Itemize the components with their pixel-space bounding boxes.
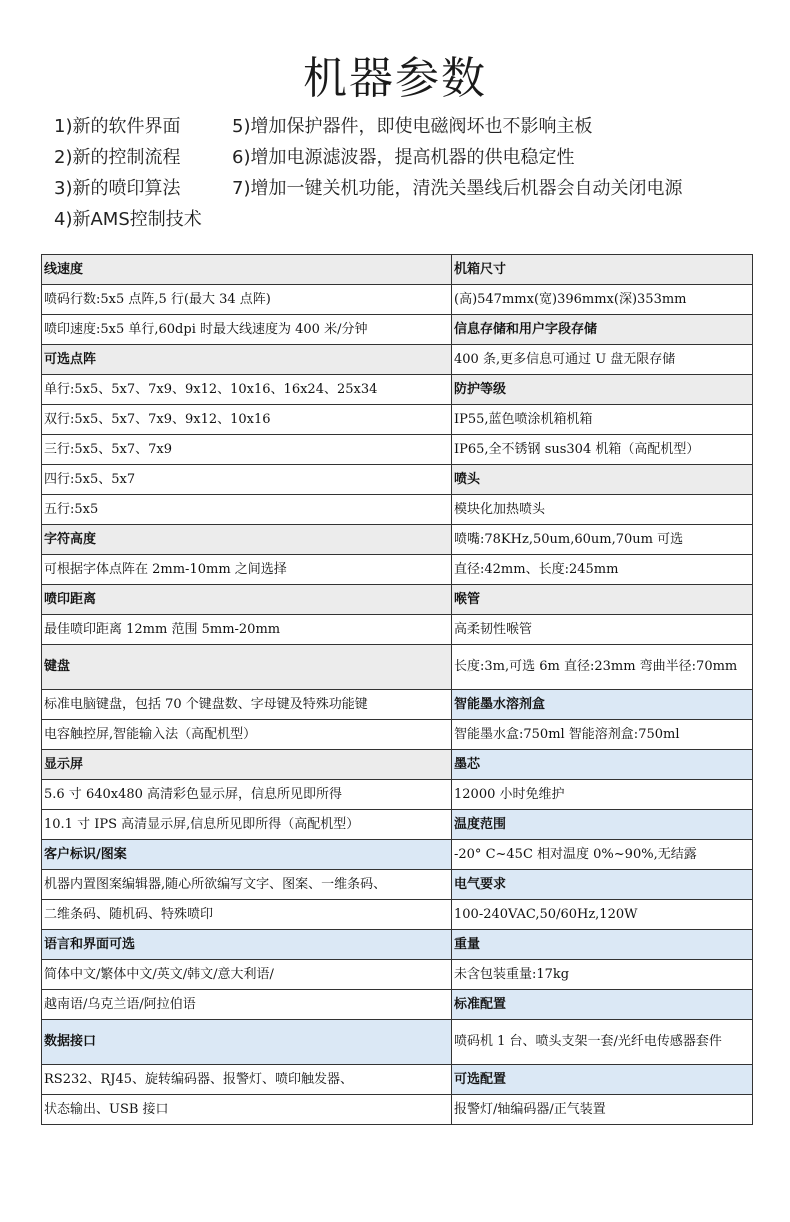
feature-item: 5)增加保护器件，即使电磁阀坏也不影响主板 [232,116,593,137]
spec-section-header: 墨芯 [452,750,753,780]
spec-section-header: 温度范围 [452,810,753,840]
table-row [42,645,753,690]
spec-section-header: 可选点阵 [42,345,452,375]
table-row [42,780,753,810]
spec-value-cell: 报警灯/轴编码器/正气装置 [452,1095,753,1125]
feature-item: 2)新的控制流程 [54,147,181,168]
spec-value-cell: 长度:3m,可选 6m 直径:23mm 弯曲半径:70mm [452,645,753,690]
spec-section-header: 智能墨水溶剂盒 [452,690,753,720]
spec-value-cell: 可根据字体点阵在 2mm-10mm 之间选择 [42,555,452,585]
spec-value-cell: 简体中文/繁体中文/英文/韩文/意大利语/ [42,960,452,990]
spec-section-header: 喷印距离 [42,585,452,615]
table-row [42,990,753,1020]
spec-value-cell: 喷嘴:78KHz,50um,60um,70um 可选 [452,525,753,555]
spec-value-cell: 五行:5x5 [42,495,452,525]
spec-value-cell: 电容触控屏,智能输入法（高配机型） [42,720,452,750]
spec-value-cell: 双行:5x5、5x7、7x9、9x12、10x16 [42,405,452,435]
feature-item: 1)新的软件界面 [54,116,181,137]
table-row [42,255,753,285]
spec-value-cell: 四行:5x5、5x7 [42,465,452,495]
table-row [42,495,753,525]
table-row [42,1020,753,1065]
spec-value-cell: -20° C~45C 相对温度 0%~90%,无结露 [452,840,753,870]
feature-item: 3)新的喷印算法 [54,178,181,199]
spec-value-cell: 喷印速度:5x5 单行,60dpi 时最大线速度为 400 米/分钟 [42,315,452,345]
spec-section-header: 显示屏 [42,750,452,780]
table-row [42,525,753,555]
spec-value-cell: 机器内置图案编辑器,随心所欲编写文字、图案、一维条码、 [42,870,452,900]
table-row [42,810,753,840]
spec-value-cell: 直径:42mm、长度:245mm [452,555,753,585]
spec-section-header: 客户标识/图案 [42,840,452,870]
spec-value-cell: (高)547mmx(宽)396mmx(深)353mm [452,285,753,315]
table-row [42,465,753,495]
spec-value-cell: 模块化加热喷头 [452,495,753,525]
spec-value-cell: 12000 小时免维护 [452,780,753,810]
spec-table-body [42,255,753,1125]
feature-item: 4)新AMS控制技术 [54,209,202,230]
table-row [42,870,753,900]
spec-section-header: 喷头 [452,465,753,495]
spec-value-cell: 5.6 寸 640x480 高清彩色显示屏，信息所见即所得 [42,780,452,810]
spec-section-header: 标准配置 [452,990,753,1020]
spec-value-cell: 三行:5x5、5x7、7x9 [42,435,452,465]
spec-value-cell: 单行:5x5、5x7、7x9、9x12、10x16、16x24、25x34 [42,375,452,405]
spec-value-cell: 未含包装重量:17kg [452,960,753,990]
spec-value-cell: IP65,全不锈钢 sus304 机箱（高配机型） [452,435,753,465]
spec-value-cell: 喷码机 1 台、喷头支架一套/光纤电传感器套件 [452,1020,753,1065]
table-row [42,435,753,465]
table-row [42,375,753,405]
spec-section-header: 电气要求 [452,870,753,900]
spec-value-cell: 高柔韧性喉管 [452,615,753,645]
spec-section-header: 数据接口 [42,1020,452,1065]
spec-section-header: 机箱尺寸 [452,255,753,285]
page-title: 机器参数 [303,53,487,104]
table-row [42,555,753,585]
table-row [42,345,753,375]
table-row [42,840,753,870]
table-row [42,1065,753,1095]
spec-section-header: 喉管 [452,585,753,615]
table-row [42,1095,753,1125]
spec-section-header: 防护等级 [452,375,753,405]
table-row [42,720,753,750]
table-row [42,315,753,345]
table-row [42,285,753,315]
table-row [42,405,753,435]
table-row [42,930,753,960]
spec-value-cell: 标准电脑键盘，包括 70 个键盘数、字母键及特殊功能键 [42,690,452,720]
feature-item: 6)增加电源滤波器，提高机器的供电稳定性 [232,147,575,168]
spec-value-cell: 最佳喷印距离 12mm 范围 5mm-20mm [42,615,452,645]
spec-section-header: 语言和界面可选 [42,930,452,960]
spec-section-header: 字符高度 [42,525,452,555]
table-row [42,615,753,645]
spec-section-header: 可选配置 [452,1065,753,1095]
table-row [42,585,753,615]
table-row [42,690,753,720]
feature-item: 7)增加一键关机功能，清洗关墨线后机器会自动关闭电源 [232,178,683,199]
spec-table [41,254,753,1125]
table-row [42,900,753,930]
spec-value-cell: 越南语/乌克兰语/阿拉伯语 [42,990,452,1020]
spec-value-cell: 二维条码、随机码、特殊喷印 [42,900,452,930]
spec-value-cell: IP55,蓝色喷涂机箱机箱 [452,405,753,435]
spec-value-cell: 400 条,更多信息可通过 U 盘无限存储 [452,345,753,375]
table-row [42,960,753,990]
spec-section-header: 信息存储和用户字段存储 [452,315,753,345]
spec-section-header: 重量 [452,930,753,960]
table-row [42,750,753,780]
spec-value-cell: 10.1 寸 IPS 高清显示屏,信息所见即所得（高配机型） [42,810,452,840]
spec-value-cell: 喷码行数:5x5 点阵,5 行(最大 34 点阵) [42,285,452,315]
spec-value-cell: 100-240VAC,50/60Hz,120W [452,900,753,930]
spec-value-cell: RS232、RJ45、旋转编码器、报警灯、喷印触发器、 [42,1065,452,1095]
spec-value-cell: 状态输出、USB 接口 [42,1095,452,1125]
spec-section-header: 键盘 [42,645,452,690]
spec-value-cell: 智能墨水盒:750ml 智能溶剂盒:750ml [452,720,753,750]
spec-section-header: 线速度 [42,255,452,285]
